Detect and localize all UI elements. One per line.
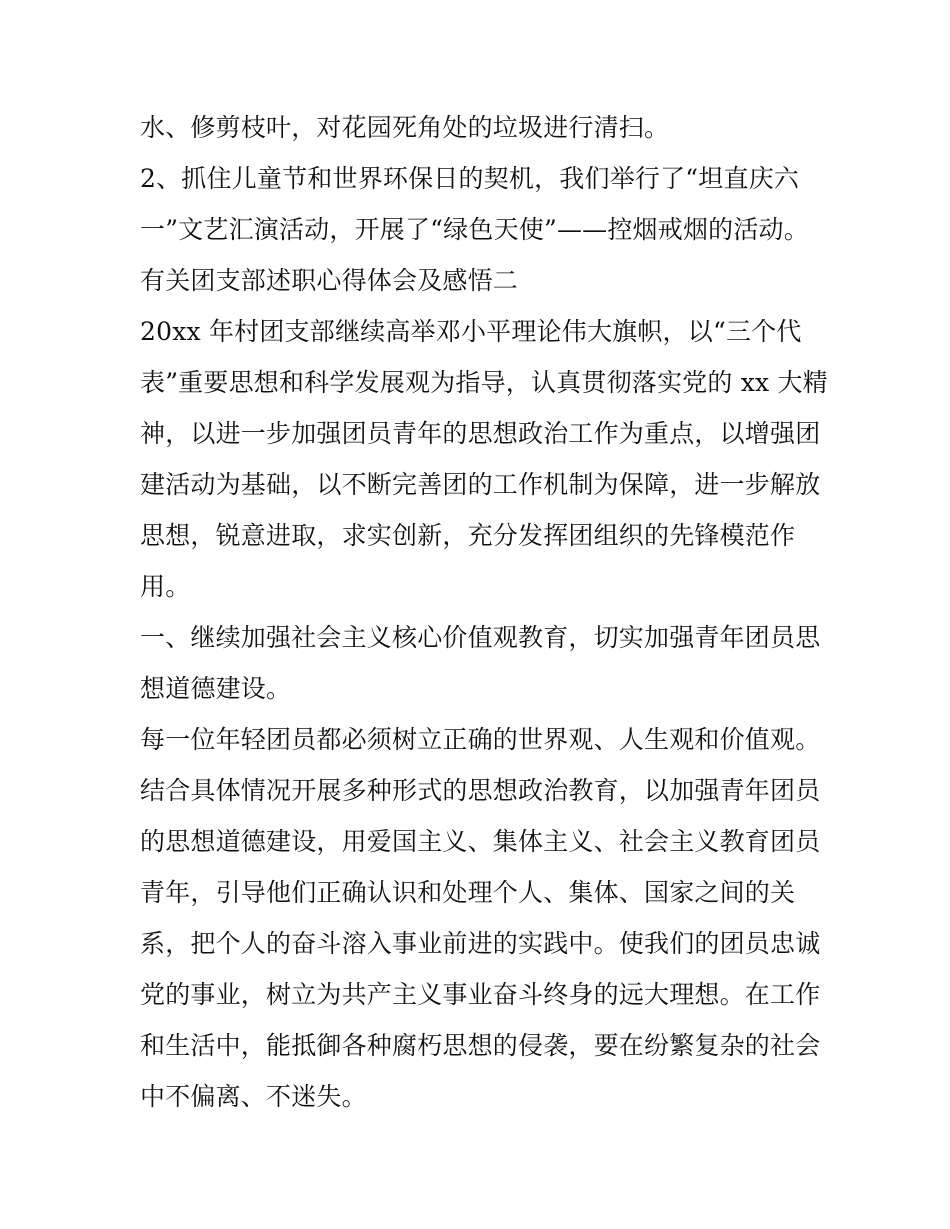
text-line-7: 神，以进一步加强团员青年的思想政治工作为重点，以增强团	[140, 419, 821, 448]
text-line-18: 党的事业，树立为共产主义事业奋斗终身的远大理想。在工作	[140, 980, 821, 1009]
text-line-15: 的思想道德建设，用爱国主义、集体主义、社会主义教育团员	[140, 827, 821, 856]
text-line-17: 系，把个人的奋斗溶入事业前进的实践中。使我们的团员忠诚	[140, 929, 821, 958]
section-heading: 有关团支部述职心得体会及感悟二	[140, 266, 519, 295]
text-line-3: 一”文艺汇演活动，开展了“绿色天使”——控烟戒烟的活动。	[140, 215, 809, 244]
text-line-5: 20xx 年村团支部继续高举邓小平理论伟大旗帜，以“三个代	[140, 317, 802, 346]
subheading-line-1: 一、继续加强社会主义核心价值观教育，切实加强青年团员思	[140, 623, 821, 652]
text-line-16: 青年，引导他们正确认识和处理个人、集体、国家之间的关	[140, 878, 796, 907]
text-line-8: 建活动为基础，以不断完善团的工作机制为保障，进一步解放	[140, 470, 821, 499]
text-line-10: 用。	[140, 572, 191, 601]
text-line-6: 表”重要思想和科学发展观为指导，认真贯彻落实党的 xx 大精	[140, 368, 828, 397]
text-line-13: 每一位年轻团员都必须树立正确的世界观、人生观和价值观。	[140, 725, 821, 754]
text-line-20: 中不偏离、不迷失。	[140, 1082, 367, 1111]
text-line-14: 结合具体情况开展多种形式的思想政治教育，以加强青年团员	[140, 776, 821, 805]
text-line-9: 思想，锐意进取，求实创新，充分发挥团组织的先锋模范作	[140, 521, 796, 550]
text-line-2: 2、抓住儿童节和世界环保日的契机，我们举行了“坦直庆六	[140, 164, 800, 193]
subheading-line-2: 想道德建设。	[140, 674, 292, 703]
text-line-1: 水、修剪枝叶，对花园死角处的垃圾进行清扫。	[140, 113, 670, 142]
text-line-19: 和生活中，能抵御各种腐朽思想的侵袭，要在纷繁复杂的社会	[140, 1031, 821, 1060]
